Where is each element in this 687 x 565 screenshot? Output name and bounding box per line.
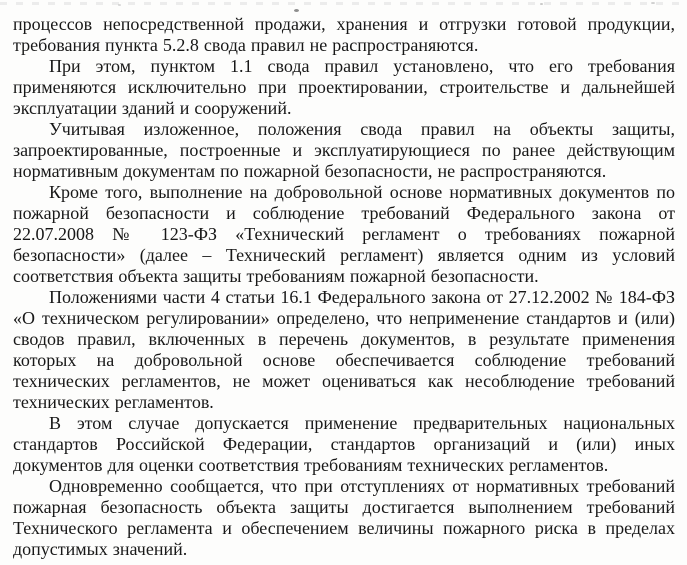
paragraph-continuation: процессов непосредственной продажи, хранения и отгрузки готовой продукции, требования пункта 5.2.8 свода правил не распространяются.	[13, 14, 675, 55]
scan-speckle	[294, 9, 299, 12]
paragraph: Учитывая изложенное, положения свода правил на объекты защиты, запроектированные, построенные и эксплуатирующиеся по ранее действующим нормативным документам по пожарной безопасности, не распространяются.	[13, 119, 675, 181]
paragraph: Положениями части 4 статьи 16.1 Федерального закона от 27.12.2002 № 184-ФЗ «О техническом регулировании» определено, что неприменение стандартов и (или) сводов правил, включенных в перечень документов, в результате применения которых на добровольной основе обеспечивается соблюдение требований технических регламентов, не может оцениваться как несоблюдение требований технических регламентов.	[13, 287, 675, 412]
paragraph: Одновременно сообщается, что при отступлениях от нормативных требований пожарная безопасность объекта защиты достигается выполнением требований Технического регламента и обеспечением величины пожарного риска в пределах допустимых значений.	[13, 476, 675, 559]
paragraph: В этом случае допускается применение предварительных национальных стандартов Российской Федерации, стандартов организаций и (или) иных документов для оценки соответствия требованиям технических регламентов.	[13, 413, 675, 475]
scan-speckle	[118, 4, 121, 6]
paragraph: При этом, пунктом 1.1 свода правил установлено, что его требования применяются исключительно при проектировании, строительстве и дальнейшей эксплуатации зданий и сооружений.	[13, 56, 675, 118]
scan-speckle	[651, 2, 655, 4]
paragraph: Кроме того, выполнение на добровольной основе нормативных документов по пожарной безопасности и соблюдение требований Федерального закона от 22.07.2008 № 123-ФЗ «Технический регламент о требованиях пожарной безопасности» (далее – Технический регламент) является одним из условий соответствия объекта защиты требованиям пожарной безопасности.	[13, 182, 675, 286]
scan-noise-band	[0, 2, 687, 5]
scan-speckle	[540, 3, 543, 5]
